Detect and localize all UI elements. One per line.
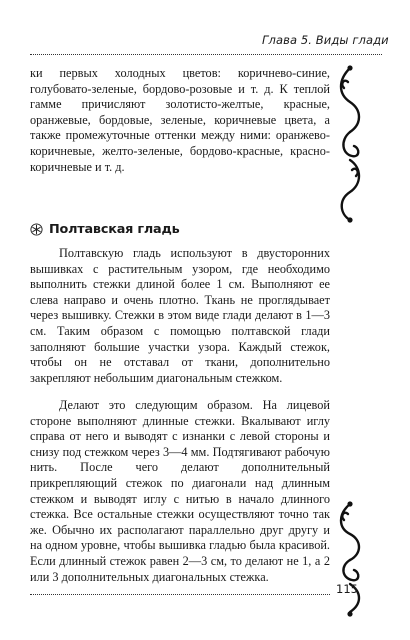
paragraph: Делают это следующим образом. На лицевой стороне выполняют длинные стежки. Вкалывают иглу справа от него и выводят с изнанки с левой стороны и снизу под стежком через 3—4 мм. Подтягивают рабочую нить. После чего делают дополнительный прикрепляющий стежок по диагонали над длинным стежком и выводят иглу с нитью в начало длинного стежка. Все остальные стежки осуществляют точно так же. Обычно их располагают параллельно друг другу и на одном уровне, чтобы вышивка гладью была красивой. Если длинный стежок равен 2—3 см, то делают не 1, а 2 или 3 дополнительных диагональных стежка. bbox=[30, 398, 330, 584]
paragraph: ки первых холодных цветов: коричнево-синие, голубовато-зеленые, бордово-розовые и т. д. К теплой гамме причисляют золотисто-желтые, красные, оранжевые, бордовые, зеленые, коричневые цвета, а также промежуточные оттенки между ними: оранжево-коричневые, желто-зеленые, бордово-красные, красно-коричневые и т. д. bbox=[30, 66, 330, 174]
running-title: Глава 5. Виды глади bbox=[262, 33, 389, 47]
section-paragraph-2 bbox=[30, 398, 330, 585]
section-paragraph-1 bbox=[30, 246, 330, 386]
section-title: Полтавская гладь bbox=[49, 222, 180, 237]
paragraph: Полтавскую гладь используют в двусторонних вышивках с растительным узором, где необходимо выполнить стежки длиной более 1 см. Выполняют ее слева направо и очень плотно. Ткань не проглядывает через вышивку. Стежки в этом виде глади делают в 1—3 см. Таким образом с помощью полтавской глади заполняют большие участки узора. Каждый стежок, чтобы он не отставал от ткани, дополнительно закрепляют небольшим диагональным стежком. bbox=[30, 246, 330, 385]
asterisk-flower-icon bbox=[30, 223, 43, 236]
swirl-ornament-icon bbox=[334, 64, 366, 224]
swirl-ornament-icon bbox=[334, 500, 366, 620]
page-number: 115 bbox=[336, 582, 358, 596]
header-divider bbox=[30, 54, 382, 55]
continued-paragraph bbox=[30, 66, 330, 175]
section-heading bbox=[30, 222, 180, 237]
footer-divider bbox=[30, 594, 330, 595]
